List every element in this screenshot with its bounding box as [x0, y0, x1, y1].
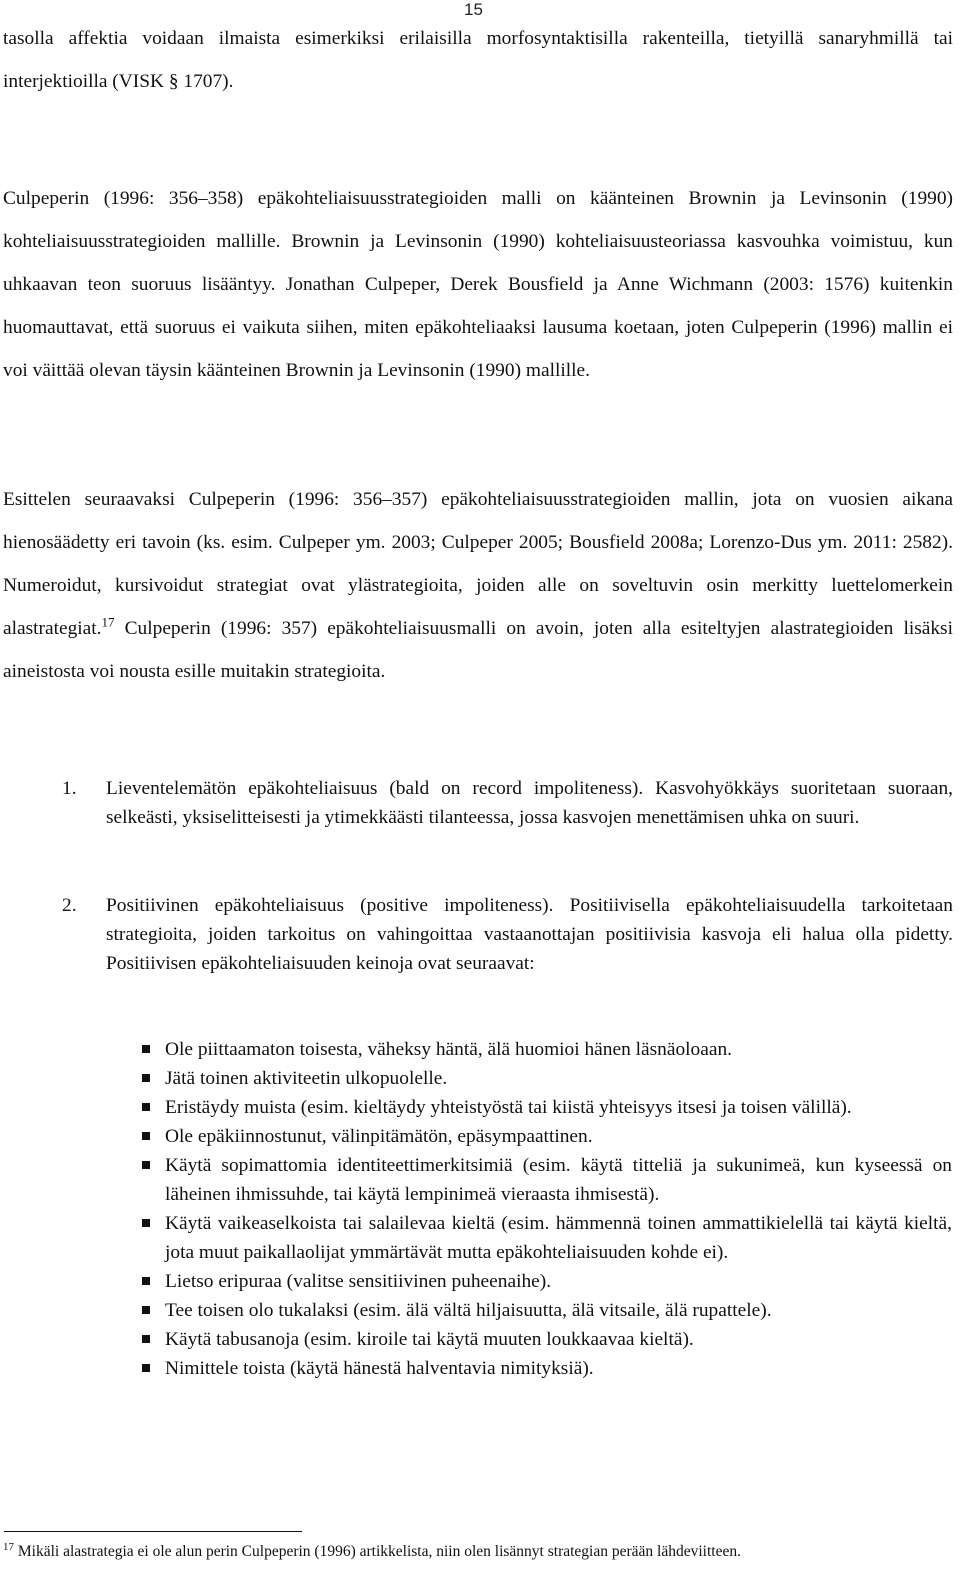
list-item-text: Jätä toinen aktiviteetin ulkopuolelle.: [165, 1068, 448, 1089]
list-item-text: Eristäydy muista (esim. kieltäydy yhteistyöstä tai kiistä yhteisyys itsesi ja toisen välillä).: [165, 1097, 852, 1118]
square-bullet-icon: [142, 1277, 150, 1285]
bullet-list: [0, 1035, 960, 1383]
square-bullet-icon: [142, 1161, 150, 1169]
list-item: [0, 1354, 960, 1383]
item-text: Lieventelemätön epäkohteliaisuus (bald on record impoliteness). Kasvohyökkäys suoritetaan suoraan, selkeästi, yksiselitteisesti ja ytimekkäästi tilanteessa, jossa kasvojen menettämisen uhka on suuri.: [106, 778, 953, 828]
paragraph-text-before-note: Esittelen seuraavaksi Culpeperin (1996: 356–357) epäkohteliaisuusstrategioiden mallin, jota on vuosien aikana hienosäädetty eri tavoin (ks. esim. Culpeper ym. 2003; Culpeper 2005; Bousfield 2008a; Lorenzo-Dus ym. 2011: 2582). Numeroidut, kursivoidut strategiat ovat ylästrategioita, joiden alle on soveltuvin osin merkitty luettelomerkein alastrategiat.: [3, 489, 953, 639]
list-item: [0, 1267, 960, 1296]
list-item: [0, 1035, 960, 1064]
list-item: [0, 1325, 960, 1354]
square-bullet-icon: [142, 1364, 150, 1372]
list-item-text: Ole epäkiinnostunut, välinpitämätön, epäsympaattinen.: [165, 1126, 593, 1147]
item-text: Positiivinen epäkohteliaisuus (positive impoliteness). Positiivisella epäkohteliaisuudella tarkoitetaan strategioita, joiden tarkoitus on vahingoittaa vastaanottajan positiivisia kasvoja eli halua olla pidetty. Positiivisen epäkohteliaisuuden keinoja ovat seuraavat:: [106, 895, 953, 974]
item-number: 1.: [62, 778, 77, 799]
list-item-text: Tee toisen olo tukalaksi (esim. älä vältä hiljaisuutta, älä vitsaile, älä rupattele).: [165, 1300, 772, 1321]
list-item-text: Käytä sopimattomia identiteettimerkitsimiä (esim. käytä titteliä ja sukunimeä, kun kyseessä on läheinen ihmissuhde, tai käytä lempinimeä vieraasta ihmisestä).: [165, 1155, 952, 1205]
paragraph-text-after-note: Culpeperin (1996: 357) epäkohteliaisuusmalli on avoin, joten alla esiteltyjen alastrategioiden lisäksi aineistosta voi nousta esille muitakin strategioita.: [3, 618, 953, 682]
list-item-text: Ole piittaamaton toisesta, väheksy häntä, älä huomioi hänen läsnäoloaan.: [165, 1039, 733, 1060]
list-item-text: Nimittele toista (käytä hänestä halventavia nimityksiä).: [165, 1358, 594, 1379]
list-item: [0, 1064, 960, 1093]
paragraph-culpeper-model: Culpeperin (1996: 356–358) epäkohteliaisuusstrategioiden malli on käänteinen Brownin ja Levinsonin (1990) kohteliaisuusstrategioiden mallille. Brownin ja Levinsonin (1990) kohteliaisuusteoriassa kasvouhka voimistuu, kun uhkaavan teon suoruus lisääntyy. Jonathan Culpeper, Derek Bousfield ja Anne Wichmann (2003: 1576) kuitenkin huomauttavat, että suoruus ei vaikuta siihen, miten epäkohteliaaksi lausuma koetaan, joten Culpeperin (1996) mallin ei voi väittää olevan täysin käänteinen Brownin ja Levinsonin (1990) mallille.: [3, 188, 953, 381]
square-bullet-icon: [142, 1335, 150, 1343]
list-item: [0, 1209, 960, 1267]
footnote-divider: [4, 1531, 302, 1532]
square-bullet-icon: [142, 1045, 150, 1053]
list-item: [0, 1296, 960, 1325]
square-bullet-icon: [142, 1219, 150, 1227]
paragraph-strategies-intro: [3, 478, 953, 693]
footnote-number: 17: [3, 1540, 14, 1553]
list-item-text: Lietso eripuraa (valitse sensitiivinen puheenaihe).: [165, 1271, 552, 1292]
footnote-text: Mikäli alastrategia ei ole alun perin Culpeperin (1996) artikkelista, niin olen lisännyt strategian perään lähdeviitteen.: [14, 1543, 741, 1560]
square-bullet-icon: [142, 1132, 150, 1140]
square-bullet-icon: [142, 1074, 150, 1082]
list-item-text: Käytä vaikeaselkoista tai salailevaa kieltä (esim. hämmennä toinen ammattikielellä tai käytä kieltä, jota muut paikallaolijat ymmärtävät mutta epäkohteliaisuuden kohde ei).: [165, 1213, 952, 1263]
paragraph-affect: tasolla affektia voidaan ilmaista esimerkiksi erilaisilla morfosyntaktisilla rakenteilla, tietyillä sanaryhmillä tai interjektioilla (VISK § 1707).: [3, 28, 953, 92]
list-item: [0, 1093, 960, 1122]
footnote: [3, 1540, 953, 1564]
list-item: [0, 1151, 960, 1209]
footnote-reference[interactable]: 17: [101, 614, 115, 630]
square-bullet-icon: [142, 1306, 150, 1314]
page-number: 15: [464, 0, 483, 19]
list-item: [0, 1122, 960, 1151]
square-bullet-icon: [142, 1103, 150, 1111]
item-number: 2.: [62, 895, 77, 916]
list-item-text: Käytä tabusanoja (esim. kiroile tai käytä muuten loukkaavaa kieltä).: [165, 1329, 694, 1350]
